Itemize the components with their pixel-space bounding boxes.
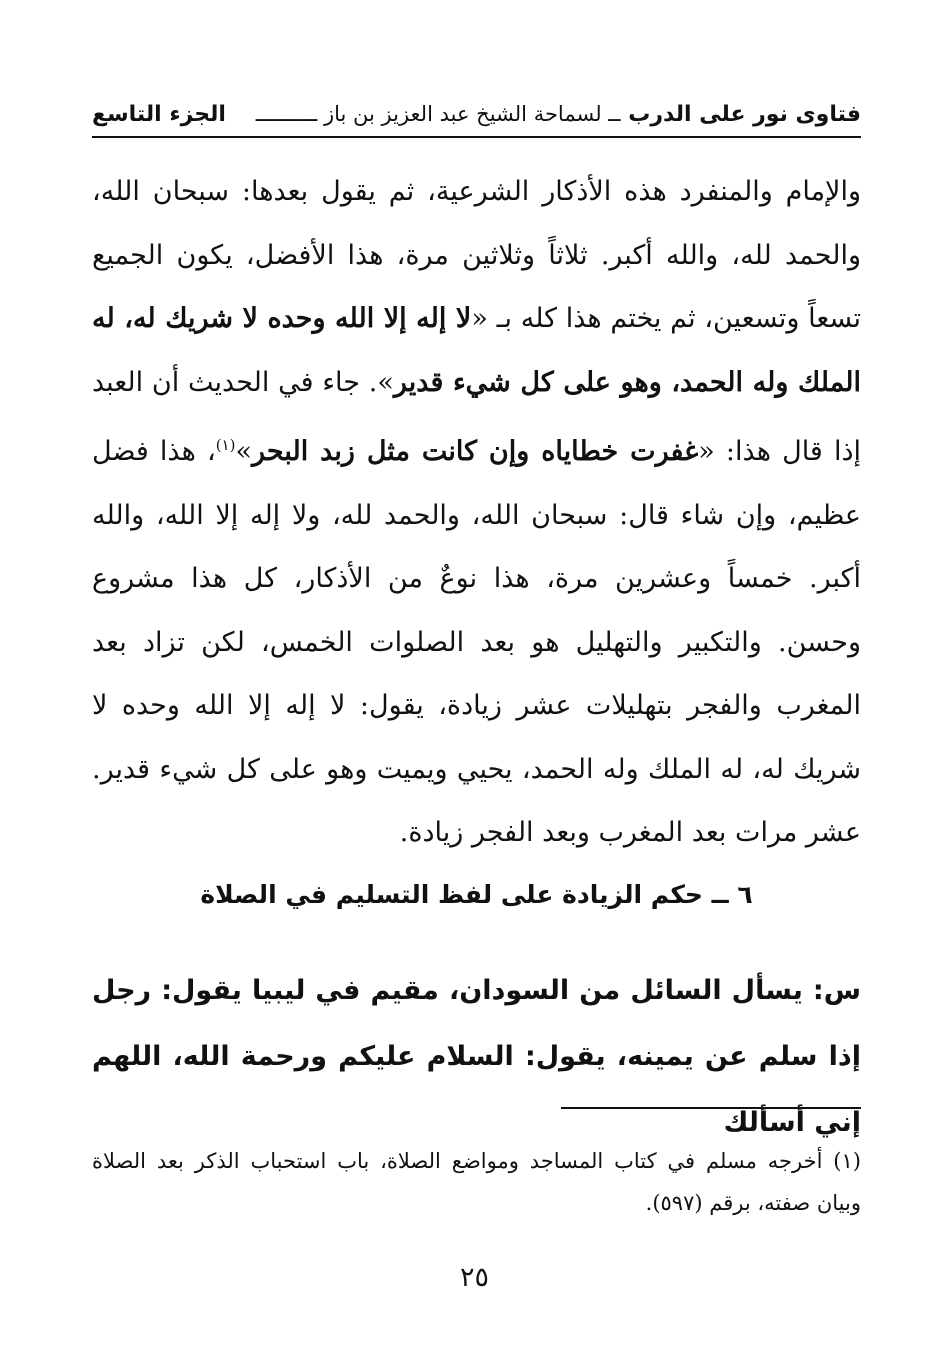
- footnote-separator: [561, 1107, 861, 1109]
- body-text-1: والإمام والمنفرد هذه الأذكار الشرعية، ثم يقول بعدها: سبحان الله، والحمد لله، والله أكبر. ثلاثاً وثلاثين مرة، هذا الأفضل، يكون الجميع تسعاً وتسعين، ثم يختم هذا كله بـ «: [92, 176, 861, 334]
- footnote: (١) أخرجه مسلم في كتاب المساجد ومواضع الصلاة، باب استحباب الذكر بعد الصلاة وبيان صفته، برقم (٥٩٧).: [92, 1149, 861, 1215]
- header-title: [256, 102, 861, 127]
- book-title: فتاوى نور على الدرب: [628, 101, 861, 127]
- running-header: [92, 92, 861, 138]
- section-heading: ٦ ــ حكم الزيادة على لفظ التسليم في الصلاة: [200, 880, 753, 909]
- body-text-3: »: [235, 436, 252, 467]
- page-number: ٢٥: [459, 1262, 489, 1293]
- hadith-quote: غفرت خطاياه وإن كانت مثل زبد البحر: [252, 436, 699, 467]
- tahlil-formula: لا إله إلا الله وحده لا شريك له، له الملك وله الحمد، وهو على كل شيء قدير: [92, 303, 861, 398]
- body-text-2: ». جاء في الحديث أن العبد إذا قال هذا: «: [92, 366, 861, 467]
- volume-label: الجزء التاسع: [92, 101, 226, 127]
- answer-paragraph: [92, 160, 861, 865]
- author-line: ــ لسماحة الشيخ عبد العزيز بن باز ــــــــــ: [255, 101, 621, 126]
- footnote-reference[interactable]: (١): [215, 436, 236, 454]
- question-paragraph: س: يسأل السائل من السودان، مقيم في ليبيا يقول: رجل إذا سلم عن يمينه، يقول: السلام عليكم ورحمة الله، اللهم إني أسألك: [92, 975, 861, 1138]
- body-text-4: ، هذا فضل عظيم، وإن شاء قال: سبحان الله، والحمد لله، ولا إله إلا الله، والله أكبر. خمساً وعشرين مرة، هذا نوعٌ من الأذكار، كل هذا مشروع وحسن. والتكبير والتهليل هو بعد الصلوات الخمس، لكن تزاد بعد المغرب والفجر بتهليلات عشر زيادة، يقول: لا إله إلا الله وحده لا شريك له، له الملك وله الحمد، يحيي ويميت وهو على كل شيء قدير. عشر مرات بعد المغرب وبعد الفجر زيادة.: [92, 436, 861, 848]
